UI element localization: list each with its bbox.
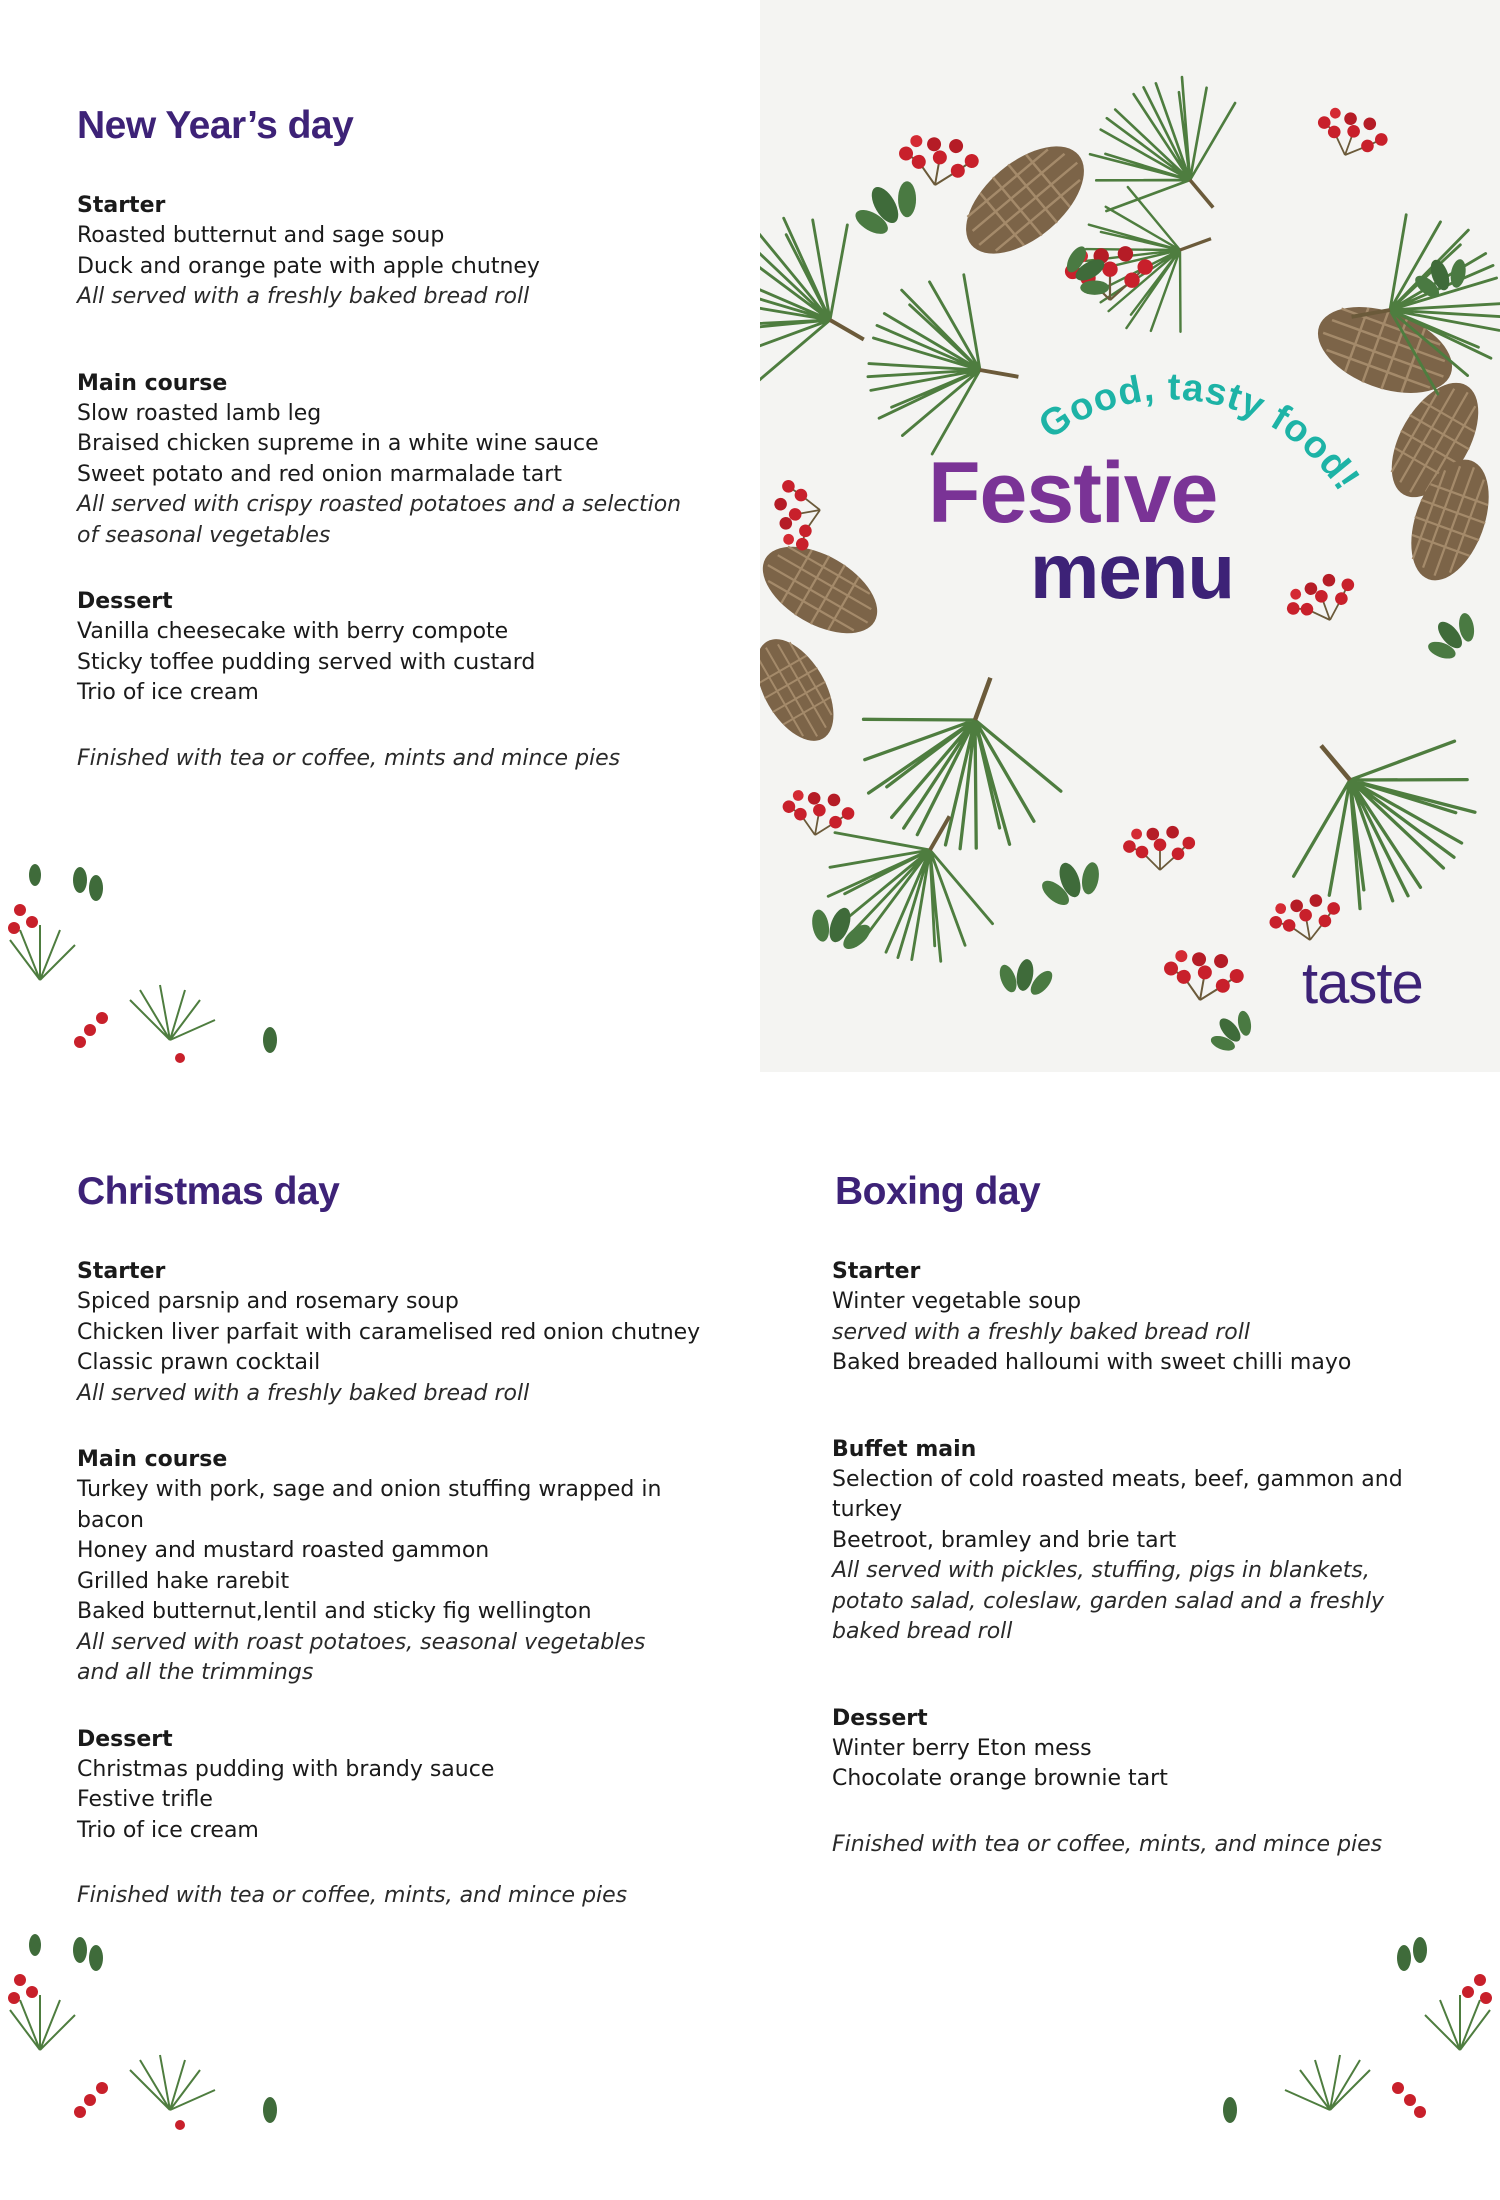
new-years-dessert [77, 586, 717, 709]
menu-item: Baked butternut,lentil and sticky fig wellington [77, 1599, 592, 1624]
new-years-title: New Year’s day [77, 104, 354, 147]
christmas-main [77, 1444, 757, 1689]
boxing-section [832, 1170, 1492, 1860]
menu-item: Festive trifle [77, 1787, 213, 1812]
course-note: baked bread roll [832, 1619, 1013, 1644]
menu-item: Chicken liver parfait with caramelised red onion chutney [77, 1319, 701, 1345]
decor-corner-bottom-right [1200, 1920, 1500, 2140]
course-heading: Starter [832, 1259, 921, 1284]
menu-item: Honey and mustard roasted gammon [77, 1538, 490, 1563]
menu-item: Beetroot, bramley and brie tart [832, 1527, 1177, 1553]
course-note: All served with a freshly baked bread roll [77, 1380, 530, 1406]
boxing-dessert [832, 1703, 1492, 1795]
menu-item: Trio of ice cream [77, 1817, 259, 1843]
christmas-dessert [77, 1724, 757, 1847]
boxing-title: Boxing day [835, 1170, 1041, 1213]
menu-item: Roasted butternut and sage soup [77, 223, 445, 248]
boxing-starter [832, 1256, 1492, 1379]
course-heading: Dessert [77, 1726, 173, 1752]
christmas-finish: Finished with tea or coffee, mints, and mince pies [77, 1883, 628, 1908]
boxing-main [832, 1434, 1492, 1648]
menu-item: bacon [77, 1507, 144, 1533]
christmas-title: Christmas day [77, 1170, 340, 1213]
decor-corner-top-left [0, 850, 300, 1072]
christmas-section [77, 1170, 757, 1912]
course-note: and all the trimmings [77, 1660, 314, 1685]
course-note: potato salad, coleslaw, garden salad and a freshly [832, 1588, 1385, 1614]
decor-corner-bottom-left [0, 1920, 300, 2140]
menu-item: Sticky toffee pudding served with custard [77, 649, 536, 675]
menu-item: Selection of cold roasted meats, beef, gammon and [832, 1466, 1403, 1492]
menu-item: Baked breaded halloumi with sweet chilli mayo [832, 1350, 1352, 1375]
course-note: served with a freshly baked bread roll [832, 1319, 1250, 1345]
new-years-main [77, 368, 717, 552]
menu-item: Braised chicken supreme in a white wine sauce [77, 431, 599, 456]
menu-item: Chocolate orange brownie tart [832, 1766, 1168, 1791]
menu-item: Spiced parsnip and rosemary soup [77, 1289, 459, 1314]
new-years-section [77, 104, 717, 774]
boxing-finish: Finished with tea or coffee, mints, and mince pies [832, 1831, 1383, 1857]
menu-item: Sweet potato and red onion marmalade tart [77, 461, 562, 487]
course-note: All served with pickles, stuffing, pigs in blankets, [832, 1558, 1370, 1583]
menu-item: Slow roasted lamb leg [77, 400, 322, 426]
cover-title-festive: Festive [928, 445, 1218, 541]
menu-item: turkey [832, 1497, 903, 1522]
menu-item: Classic prawn cocktail [77, 1350, 321, 1375]
course-note: All served with a freshly baked bread roll [77, 284, 530, 309]
menu-item: Winter berry Eton mess [832, 1735, 1092, 1761]
course-heading: Main course [77, 1447, 228, 1472]
new-years-starter [77, 190, 717, 313]
menu-item: Winter vegetable soup [832, 1289, 1082, 1314]
menu-item: Grilled hake rarebit [77, 1568, 290, 1594]
course-heading: Main course [77, 370, 228, 396]
menu-item: Turkey with pork, sage and onion stuffing wrapped in [77, 1477, 662, 1502]
cover-title-menu: menu [1030, 527, 1235, 615]
course-note: of seasonal vegetables [77, 522, 331, 548]
course-heading: Starter [77, 193, 166, 218]
brand-logo: taste [1302, 951, 1423, 1016]
menu-item: Vanilla cheesecake with berry compote [77, 619, 509, 644]
course-heading: Buffet main [832, 1436, 977, 1462]
cover-panel [760, 0, 1500, 1072]
course-note: All served with crispy roasted potatoes and a selection [77, 492, 682, 517]
menu-item: Duck and orange pate with apple chutney [77, 253, 540, 279]
menu-item: Trio of ice cream [77, 680, 259, 705]
menu-item: Christmas pudding with brandy sauce [77, 1756, 495, 1782]
course-heading: Dessert [77, 589, 173, 614]
cover-tagline: Good, tasty food! [1031, 366, 1368, 499]
course-heading: Starter [77, 1259, 166, 1284]
new-years-finish: Finished with tea or coffee, mints and mince pies [77, 745, 621, 771]
course-heading: Dessert [832, 1705, 928, 1731]
christmas-starter [77, 1256, 757, 1409]
course-note: All served with roast potatoes, seasonal vegetables [77, 1629, 646, 1655]
